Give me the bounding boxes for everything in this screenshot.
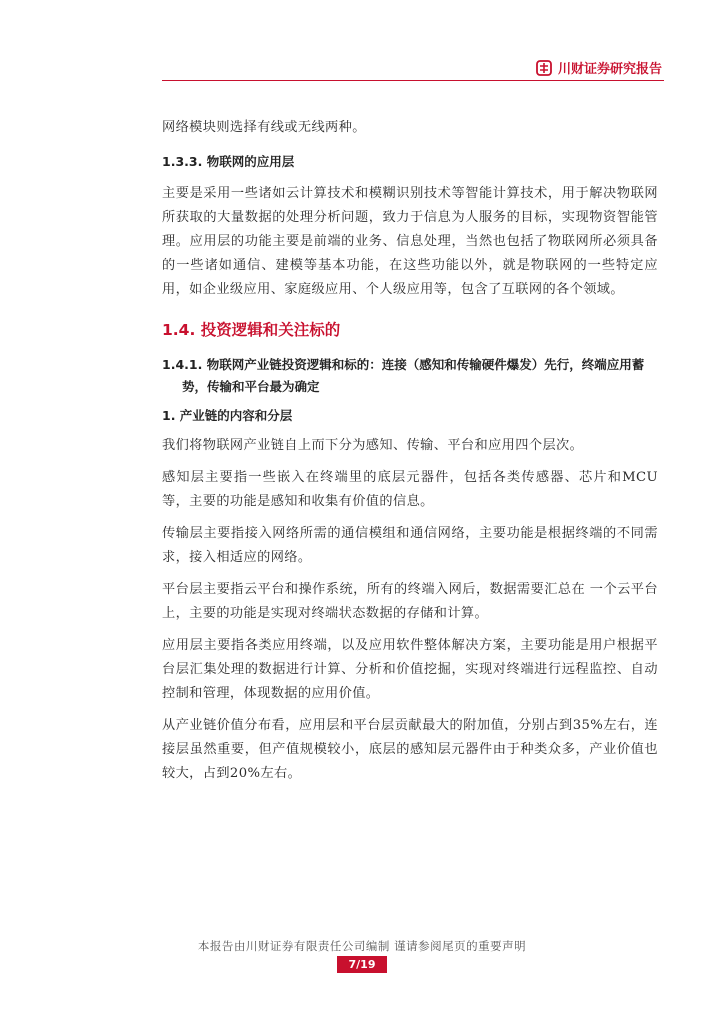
page-number: 7/19 (337, 956, 387, 973)
paragraph-platform: 平台层主要指云平台和操作系统，所有的终端入网后，数据需要汇总在 一个云平台上，主要的功能是实现对终端状态数据的存储和计算。 (162, 582, 658, 621)
section-heading: 1.4. 投资逻辑和关注标的 (162, 321, 341, 339)
footer-disclaimer: 本报告由川财证券有限责任公司编制 谨请参阅尾页的重要声明 (197, 939, 527, 953)
header-divider (162, 80, 664, 81)
paragraph-application: 应用层主要指各类应用终端，以及应用软件整体解决方案，主要功能是用户根据平台层汇集处理的数据进行计算、分析和价值挖掘，实现对终端进行远程监控、自动控制和管理，体现数据的应用价值。 (162, 638, 658, 701)
paragraph-chain-intro: 我们将物联网产业链自上而下分为感知、传输、平台和应用四个层次。 (162, 438, 584, 453)
brand-title: 川财证券研究报告 (557, 62, 662, 77)
subsection-heading: 1.4.1. 物联网产业链投资逻辑和标的：连接（感知和传输硬件爆发）先行，终端应用蓄势，传输和平台最为确定 (162, 357, 645, 394)
heading-app-layer: 1.3.3. 物联网的应用层 (162, 154, 295, 169)
paragraph-transport: 传输层主要指接入网络所需的通信模组和通信网络，主要功能是根据终端的不同需求，接入相适应的网络。 (162, 526, 658, 565)
paragraph-app-layer: 主要是采用一些诸如云计算技术和模糊识别技术等智能计算技术，用于解决物联网所获取的大量数据的处理分析问题，致力于信息为人服务的目标，实现物资智能管理。应用层的功能主要是前端的业务、信息处理，当然也包括了物联网所必须具备的一些诸如通信、建模等基本功能，在这些功能以外，就是物联网的一些特定应用，如企业级应用、家庭级应用、个人级应用等，包含了互联网的各个领域。 (162, 186, 658, 297)
company-logo-icon (536, 60, 552, 76)
report-body (162, 116, 658, 786)
header-brand (536, 58, 662, 77)
paragraph-sensing: 感知层主要指一些嵌入在终端里的底层元器件，包括各类传感器、芯片和MCU等，主要的功能是感知和收集有价值的信息。 (162, 470, 658, 509)
paragraph-value-distribution: 从产业链价值分布看，应用层和平台层贡献最大的附加值，分别占到35%左右，连接层虽然重要，但产值规模较小，底层的感知层元器件由于种类众多，产业价值也较大，占到20%左右。 (162, 718, 658, 781)
chain-heading: 1. 产业链的内容和分层 (162, 408, 293, 423)
paragraph-intro: 网络模块则选择有线或无线两种。 (162, 120, 366, 135)
